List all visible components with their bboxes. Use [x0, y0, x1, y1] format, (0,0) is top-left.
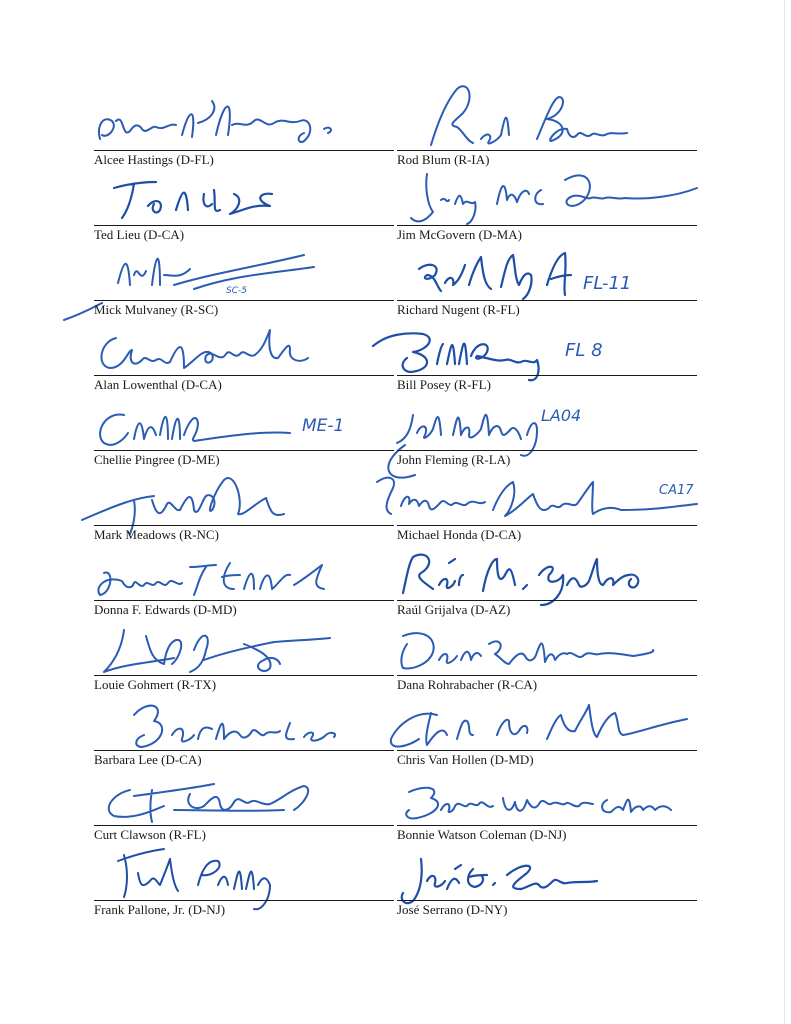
- signature-line: [94, 750, 394, 751]
- signature-line: [397, 525, 697, 526]
- signature-block-watson-coleman: [397, 770, 697, 844]
- district-annotation: FL-11: [583, 273, 632, 294]
- signature-block-honda: [397, 470, 697, 544]
- signature-line: [397, 225, 697, 226]
- signature-block-vanhollen: [397, 695, 697, 769]
- signature-line: [397, 300, 697, 301]
- signature-line: [94, 225, 394, 226]
- signature-block-pingree: [94, 395, 394, 469]
- signature-line: [94, 600, 394, 601]
- signatory-name: Jim McGovern (D-MA): [397, 227, 522, 242]
- district-annotation: LA04: [541, 406, 582, 425]
- signature-block-hastings: [94, 95, 394, 169]
- signature-block-lieu: [94, 170, 394, 244]
- signature-line: [94, 900, 394, 901]
- signatory-name: Ted Lieu (D-CA): [94, 227, 185, 242]
- signature-line: [94, 375, 394, 376]
- signature-line: [397, 750, 697, 751]
- signature-block-rohrabacher: [397, 620, 697, 694]
- signature-block-edwards: [94, 545, 394, 619]
- district-annotation: CA17: [659, 483, 694, 498]
- signatory-name: Donna F. Edwards (D-MD): [94, 602, 237, 617]
- signature-line: [94, 675, 394, 676]
- signatory-name: Bonnie Watson Coleman (D-NJ): [397, 827, 567, 842]
- signature-block-mcgovern: [397, 170, 697, 244]
- district-annotation: SC-5: [226, 286, 247, 296]
- signatory-name: Rod Blum (R-IA): [397, 152, 490, 167]
- signature-line: [94, 300, 394, 301]
- signatory-name: Raúl Grijalva (D-AZ): [397, 602, 511, 617]
- signature-line: [94, 525, 394, 526]
- signature-block-serrano: [397, 845, 697, 919]
- signatory-name: Alcee Hastings (D-FL): [94, 152, 214, 167]
- signatory-name: Barbara Lee (D-CA): [94, 752, 202, 767]
- signature-line: [94, 825, 394, 826]
- signature-line: [397, 450, 697, 451]
- signature-block-mulvaney: [94, 245, 394, 319]
- signatory-name: Michael Honda (D-CA): [397, 527, 522, 542]
- district-annotation: ME-1: [302, 416, 345, 436]
- signature-line: [94, 450, 394, 451]
- signatory-name: Richard Nugent (R-FL): [397, 302, 520, 317]
- signature-line: [397, 600, 697, 601]
- signature-block-meadows: [94, 470, 394, 544]
- signatory-name: Bill Posey (R-FL): [397, 377, 491, 392]
- signatory-name: Curt Clawson (R-FL): [94, 827, 206, 842]
- signatory-name: John Fleming (R-LA): [397, 452, 511, 467]
- signature-block-blum: [397, 95, 697, 169]
- signature-block-posey: [397, 320, 697, 394]
- district-annotation: FL 8: [565, 340, 603, 361]
- signature-block-pallone: [94, 845, 394, 919]
- signatory-name: Dana Rohrabacher (R-CA): [397, 677, 538, 692]
- signature-block-nugent: [397, 245, 697, 319]
- signature-block-lee: [94, 695, 394, 769]
- signature-line: [397, 375, 697, 376]
- signature-block-fleming: [397, 395, 697, 469]
- signatory-name: Mick Mulvaney (R-SC): [94, 302, 219, 317]
- signatory-name: Chris Van Hollen (D-MD): [397, 752, 534, 767]
- signatory-name: Alan Lowenthal (D-CA): [94, 377, 222, 392]
- signature-line: [397, 150, 697, 151]
- signature-line: [397, 825, 697, 826]
- signatory-name: Frank Pallone, Jr. (D-NJ): [94, 902, 226, 917]
- signature-line: [397, 675, 697, 676]
- signatory-name: Chellie Pingree (D-ME): [94, 452, 220, 467]
- signature-line: [94, 150, 394, 151]
- signatory-name: Mark Meadows (R-NC): [94, 527, 219, 542]
- signatory-name: José Serrano (D-NY): [397, 902, 508, 917]
- signatory-name: Louie Gohmert (R-TX): [94, 677, 217, 692]
- page-edge: [784, 0, 785, 1024]
- signature-block-grijalva: [397, 545, 697, 619]
- signature-block-lowenthal: [94, 320, 394, 394]
- signature-block-gohmert: [94, 620, 394, 694]
- signature-block-clawson: [94, 770, 394, 844]
- signature-line: [397, 900, 697, 901]
